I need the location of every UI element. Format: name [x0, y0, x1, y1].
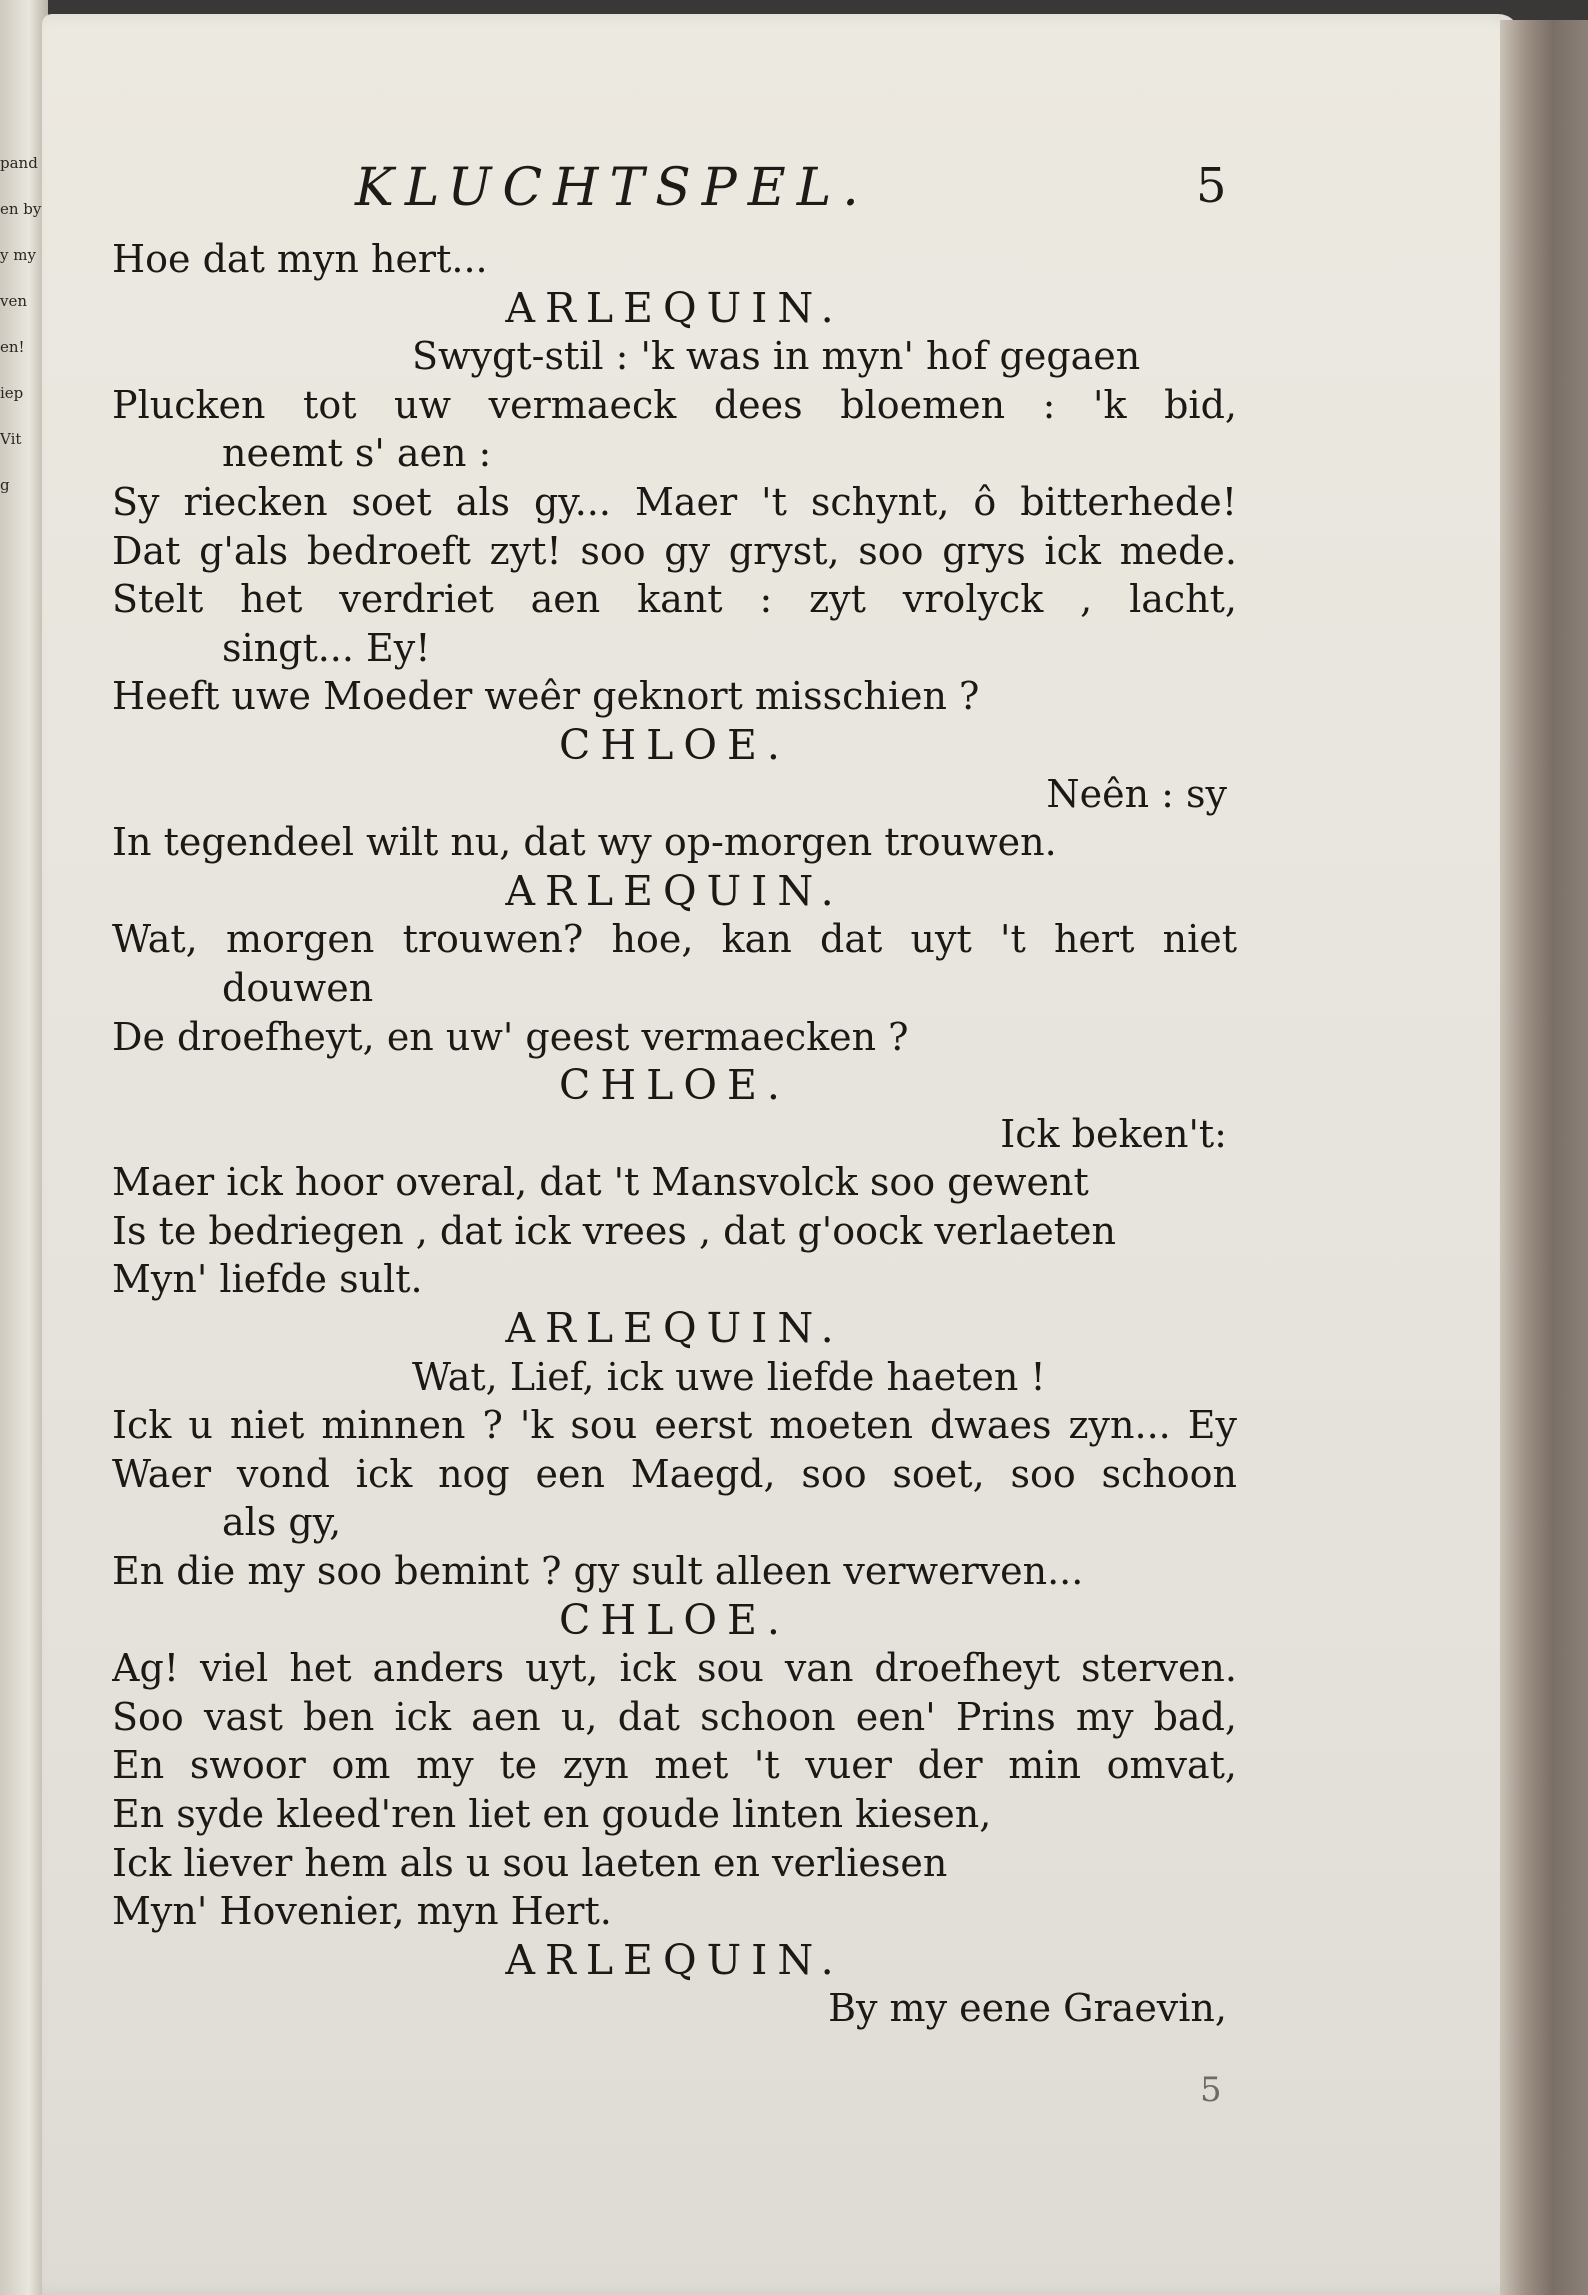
facing-page-fragment: iep — [0, 384, 24, 402]
facing-page-fragment: ven — [0, 292, 28, 310]
signature-mark: 5 — [1200, 2070, 1222, 2110]
verse-line: Ick u niet minnen ? 'k sou eerst moeten dwaes zyn... Ey — [112, 1403, 1237, 1448]
facing-page-edge — [0, 0, 48, 2295]
verse-line: Ick liever hem als u sou laeten en verliesen — [112, 1840, 948, 1885]
verse-line: Neên : sy — [1046, 771, 1227, 816]
speaker-name: ARLEQUIN. — [505, 1935, 844, 1984]
facing-page-fragments — [0, 140, 46, 1640]
verse-line: En syde kleed'ren liet en goude linten kiesen, — [112, 1792, 992, 1836]
verse-line: En die my soo bemint ? gy sult alleen verwerven... — [112, 1549, 1084, 1594]
verse-line: En swoor om my te zyn met 't vuer der min omvat, — [112, 1743, 1237, 1788]
verse-line: Myn' liefde sult. — [112, 1257, 423, 1302]
verse-line: In tegendeel wilt nu, dat wy op-morgen trouwen. — [112, 820, 1057, 865]
play-text — [112, 235, 1237, 2033]
book-fore-edge — [1500, 20, 1588, 2295]
running-head: KLUCHTSPEL. — [355, 158, 870, 218]
verse-line: douwen — [222, 965, 374, 1010]
speaker-name: ARLEQUIN. — [505, 866, 844, 915]
facing-page-fragment: pand — [0, 154, 38, 172]
verse-line: Wat, Lief, ick uwe liefde haeten ! — [412, 1354, 1046, 1399]
facing-page-fragment: en! — [0, 338, 25, 356]
speaker-name: CHLOE. — [559, 1061, 790, 1110]
verse-line: als gy, — [222, 1500, 342, 1545]
speaker-name: CHLOE. — [559, 1595, 790, 1644]
facing-page-fragment: y my — [0, 246, 36, 264]
verse-line: De droefheyt, en uw' geest vermaecken ? — [112, 1014, 909, 1059]
verse-line: Ag! viel het anders uyt, ick sou van droefheyt sterven. — [112, 1646, 1237, 1691]
page-number: 5 — [1196, 158, 1227, 214]
facing-page-fragment: Vit — [0, 430, 22, 448]
verse-line: Waer vond ick nog een Maegd, soo soet, soo schoon — [112, 1451, 1237, 1496]
speaker-name: ARLEQUIN. — [505, 1304, 844, 1353]
verse-line: Hoe dat myn hert... — [112, 237, 488, 281]
verse-line: Dat g'als bedroeft zyt! soo gy gryst, soo grys ick mede. — [112, 528, 1237, 573]
verse-line: Swygt-stil : 'k was in myn' hof gegaen — [412, 334, 1141, 379]
verse-line: By my eene Graevin, — [828, 1986, 1227, 2031]
verse-line: Maer ick hoor overal, dat 't Mansvolck soo gewent — [112, 1160, 1089, 1205]
verse-line: neemt s' aen : — [222, 431, 492, 476]
speaker-name: ARLEQUIN. — [505, 283, 844, 332]
facing-page-fragment: g — [0, 476, 10, 494]
facing-page-fragment: en by — [0, 200, 42, 218]
verse-line: Heeft uwe Moeder weêr geknort misschien ? — [112, 674, 980, 719]
verse-line: Plucken tot uw vermaeck dees bloemen : 'k bid, — [112, 382, 1237, 427]
verse-line: singt... Ey! — [222, 625, 431, 670]
verse-line: Sy riecken soet als gy... Maer 't schynt, ô bitterhede! — [112, 479, 1237, 524]
verse-line: Ick beken't: — [1000, 1111, 1227, 1156]
verse-line: Wat, morgen trouwen? hoe, kan dat uyt 't hert niet — [112, 917, 1237, 962]
verse-line: Stelt het verdriet aen kant : zyt vrolyck , lacht, — [112, 577, 1237, 622]
verse-line: Myn' Hovenier, myn Hert. — [112, 1889, 612, 1934]
verse-line: Is te bedriegen , dat ick vrees , dat g'oock verlaeten — [112, 1208, 1117, 1253]
speaker-name: CHLOE. — [559, 720, 790, 769]
verse-line: Soo vast ben ick aen u, dat schoon een' Prins my bad, — [112, 1694, 1237, 1739]
